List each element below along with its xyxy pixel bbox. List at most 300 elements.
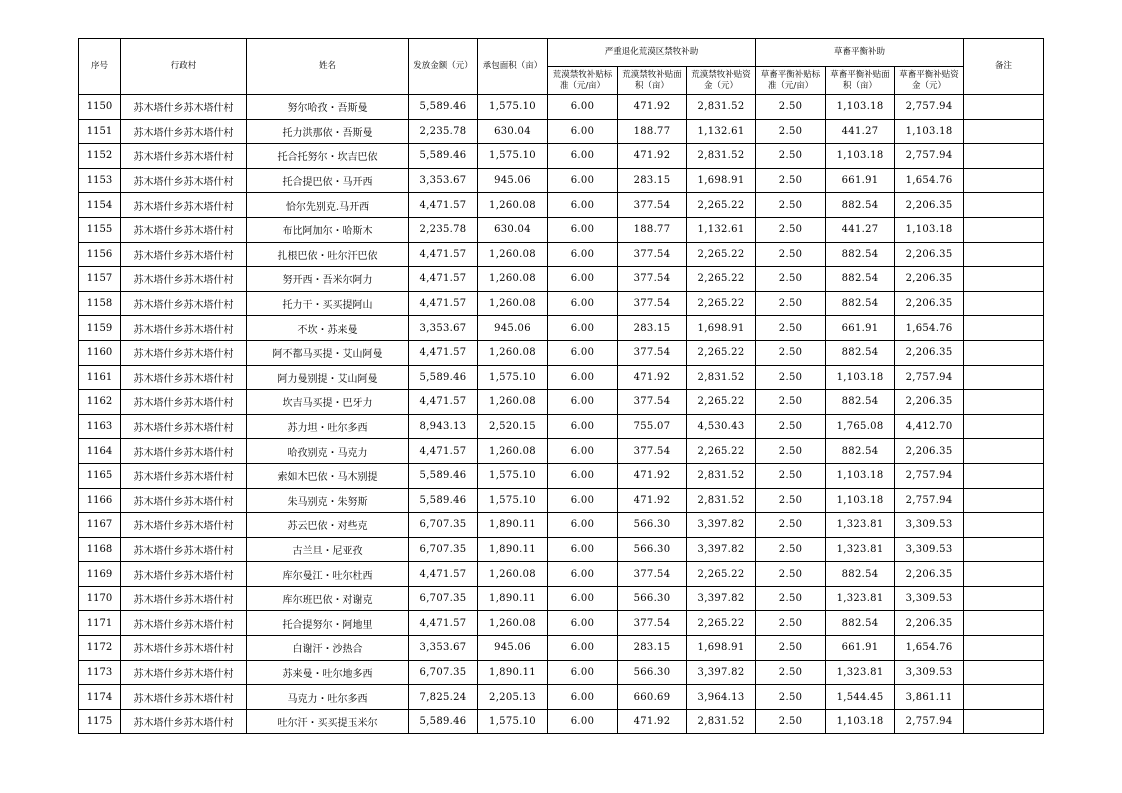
seq-cell: 1155 [79, 217, 121, 242]
seq-cell: 1160 [79, 340, 121, 365]
desert-standard-cell: 6.00 [548, 463, 618, 488]
village-cell: 苏木塔什乡苏木塔什村 [121, 193, 247, 218]
village-cell: 苏木塔什乡苏木塔什村 [121, 439, 247, 464]
header-balance-standard: 草畜平衡补贴标准（元/亩） [756, 67, 826, 95]
name-cell: 马克力・吐尔多西 [247, 685, 409, 710]
desert-money-cell: 2,831.52 [687, 365, 756, 390]
table-body [79, 95, 1044, 734]
desert-area-cell: 660.69 [618, 685, 687, 710]
desert-money-cell: 2,265.22 [687, 267, 756, 292]
seq-cell: 1156 [79, 242, 121, 267]
balance-money-cell: 3,309.53 [895, 660, 964, 685]
desert-money-cell: 1,132.61 [687, 119, 756, 144]
seq-cell: 1163 [79, 414, 121, 439]
area-cell: 1,890.11 [478, 660, 548, 685]
table-row [79, 193, 1044, 218]
balance-money-cell: 3,309.53 [895, 513, 964, 538]
amount-cell: 3,353.67 [409, 168, 478, 193]
balance-area-cell: 882.54 [826, 562, 895, 587]
seq-cell: 1170 [79, 586, 121, 611]
balance-area-cell: 882.54 [826, 390, 895, 415]
table-row [79, 488, 1044, 513]
balance-area-cell: 1,323.81 [826, 586, 895, 611]
seq-cell: 1168 [79, 537, 121, 562]
name-cell: 扎根巴依・吐尔汗巴依 [247, 242, 409, 267]
desert-money-cell: 2,265.22 [687, 562, 756, 587]
amount-cell: 4,471.57 [409, 291, 478, 316]
balance-standard-cell: 2.50 [756, 390, 826, 415]
table-row [79, 709, 1044, 734]
name-cell: 库尔班巴依・对谢克 [247, 586, 409, 611]
balance-area-cell: 661.91 [826, 168, 895, 193]
desert-standard-cell: 6.00 [548, 611, 618, 636]
village-cell: 苏木塔什乡苏木塔什村 [121, 488, 247, 513]
balance-money-cell: 1,103.18 [895, 119, 964, 144]
balance-standard-cell: 2.50 [756, 685, 826, 710]
balance-standard-cell: 2.50 [756, 291, 826, 316]
desert-area-cell: 377.54 [618, 291, 687, 316]
amount-cell: 6,707.35 [409, 660, 478, 685]
amount-cell: 4,471.57 [409, 267, 478, 292]
desert-money-cell: 3,397.82 [687, 537, 756, 562]
header-area: 承包面积（亩） [478, 39, 548, 95]
balance-standard-cell: 2.50 [756, 439, 826, 464]
village-cell: 苏木塔什乡苏木塔什村 [121, 636, 247, 661]
balance-area-cell: 1,103.18 [826, 365, 895, 390]
desert-money-cell: 3,964.13 [687, 685, 756, 710]
village-cell: 苏木塔什乡苏木塔什村 [121, 685, 247, 710]
balance-money-cell: 2,206.35 [895, 193, 964, 218]
desert-standard-cell: 6.00 [548, 709, 618, 734]
desert-money-cell: 3,397.82 [687, 513, 756, 538]
desert-standard-cell: 6.00 [548, 365, 618, 390]
desert-standard-cell: 6.00 [548, 340, 618, 365]
area-cell: 1,575.10 [478, 463, 548, 488]
seq-cell: 1171 [79, 611, 121, 636]
balance-area-cell: 1,544.45 [826, 685, 895, 710]
desert-area-cell: 471.92 [618, 365, 687, 390]
remark-cell [964, 611, 1044, 636]
desert-standard-cell: 6.00 [548, 513, 618, 538]
desert-area-cell: 377.54 [618, 340, 687, 365]
remark-cell [964, 537, 1044, 562]
village-cell: 苏木塔什乡苏木塔什村 [121, 316, 247, 341]
remark-cell [964, 291, 1044, 316]
village-cell: 苏木塔什乡苏木塔什村 [121, 340, 247, 365]
village-cell: 苏木塔什乡苏木塔什村 [121, 95, 247, 120]
balance-area-cell: 882.54 [826, 291, 895, 316]
remark-cell [964, 636, 1044, 661]
balance-money-cell: 2,206.35 [895, 242, 964, 267]
desert-money-cell: 2,265.22 [687, 193, 756, 218]
balance-area-cell: 882.54 [826, 611, 895, 636]
table-row [79, 242, 1044, 267]
desert-standard-cell: 6.00 [548, 537, 618, 562]
village-cell: 苏木塔什乡苏木塔什村 [121, 291, 247, 316]
amount-cell: 2,235.78 [409, 119, 478, 144]
table-row [79, 463, 1044, 488]
desert-area-cell: 283.15 [618, 168, 687, 193]
balance-money-cell: 2,206.35 [895, 562, 964, 587]
remark-cell [964, 95, 1044, 120]
name-cell: 苏云巴依・对些克 [247, 513, 409, 538]
amount-cell: 4,471.57 [409, 193, 478, 218]
balance-area-cell: 1,323.81 [826, 537, 895, 562]
balance-area-cell: 882.54 [826, 193, 895, 218]
seq-cell: 1152 [79, 144, 121, 169]
seq-cell: 1150 [79, 95, 121, 120]
seq-cell: 1162 [79, 390, 121, 415]
desert-area-cell: 471.92 [618, 488, 687, 513]
village-cell: 苏木塔什乡苏木塔什村 [121, 217, 247, 242]
amount-cell: 3,353.67 [409, 316, 478, 341]
desert-standard-cell: 6.00 [548, 685, 618, 710]
remark-cell [964, 267, 1044, 292]
desert-area-cell: 566.30 [618, 513, 687, 538]
area-cell: 2,205.13 [478, 685, 548, 710]
balance-standard-cell: 2.50 [756, 119, 826, 144]
amount-cell: 5,589.46 [409, 463, 478, 488]
amount-cell: 6,707.35 [409, 537, 478, 562]
balance-area-cell: 661.91 [826, 636, 895, 661]
balance-money-cell: 2,206.35 [895, 390, 964, 415]
table-row [79, 267, 1044, 292]
area-cell: 1,260.08 [478, 267, 548, 292]
balance-standard-cell: 2.50 [756, 340, 826, 365]
village-cell: 苏木塔什乡苏木塔什村 [121, 562, 247, 587]
desert-standard-cell: 6.00 [548, 267, 618, 292]
balance-money-cell: 1,103.18 [895, 217, 964, 242]
amount-cell: 4,471.57 [409, 439, 478, 464]
name-cell: 托合提努尔・阿地里 [247, 611, 409, 636]
balance-standard-cell: 2.50 [756, 463, 826, 488]
table-row [79, 144, 1044, 169]
balance-area-cell: 661.91 [826, 316, 895, 341]
area-cell: 1,260.08 [478, 611, 548, 636]
desert-area-cell: 377.54 [618, 562, 687, 587]
area-cell: 1,575.10 [478, 95, 548, 120]
area-cell: 1,260.08 [478, 439, 548, 464]
name-cell: 努开西・吾米尔阿力 [247, 267, 409, 292]
desert-money-cell: 1,698.91 [687, 168, 756, 193]
desert-standard-cell: 6.00 [548, 316, 618, 341]
desert-area-cell: 283.15 [618, 636, 687, 661]
amount-cell: 5,589.46 [409, 95, 478, 120]
balance-standard-cell: 2.50 [756, 267, 826, 292]
desert-area-cell: 471.92 [618, 709, 687, 734]
desert-money-cell: 2,265.22 [687, 611, 756, 636]
desert-money-cell: 2,265.22 [687, 340, 756, 365]
balance-money-cell: 4,412.70 [895, 414, 964, 439]
table-row [79, 291, 1044, 316]
subsidy-table [78, 38, 1044, 734]
table-row [79, 414, 1044, 439]
name-cell: 托力干・买买提阿山 [247, 291, 409, 316]
name-cell: 布比阿加尔・哈斯木 [247, 217, 409, 242]
area-cell: 945.06 [478, 168, 548, 193]
desert-money-cell: 2,831.52 [687, 488, 756, 513]
area-cell: 945.06 [478, 316, 548, 341]
name-cell: 不坎・苏来曼 [247, 316, 409, 341]
desert-money-cell: 2,265.22 [687, 291, 756, 316]
remark-cell [964, 685, 1044, 710]
desert-money-cell: 1,132.61 [687, 217, 756, 242]
area-cell: 630.04 [478, 217, 548, 242]
table-row [79, 119, 1044, 144]
desert-money-cell: 2,265.22 [687, 242, 756, 267]
table-row [79, 217, 1044, 242]
remark-cell [964, 316, 1044, 341]
desert-standard-cell: 6.00 [548, 242, 618, 267]
balance-money-cell: 2,206.35 [895, 291, 964, 316]
village-cell: 苏木塔什乡苏木塔什村 [121, 611, 247, 636]
balance-standard-cell: 2.50 [756, 168, 826, 193]
balance-standard-cell: 2.50 [756, 660, 826, 685]
remark-cell [964, 340, 1044, 365]
village-cell: 苏木塔什乡苏木塔什村 [121, 463, 247, 488]
seq-cell: 1151 [79, 119, 121, 144]
balance-standard-cell: 2.50 [756, 365, 826, 390]
balance-money-cell: 2,757.94 [895, 365, 964, 390]
desert-money-cell: 2,265.22 [687, 439, 756, 464]
desert-money-cell: 4,530.43 [687, 414, 756, 439]
desert-area-cell: 188.77 [618, 217, 687, 242]
balance-standard-cell: 2.50 [756, 414, 826, 439]
area-cell: 630.04 [478, 119, 548, 144]
balance-standard-cell: 2.50 [756, 316, 826, 341]
balance-standard-cell: 2.50 [756, 217, 826, 242]
seq-cell: 1159 [79, 316, 121, 341]
remark-cell [964, 439, 1044, 464]
table-row [79, 439, 1044, 464]
balance-money-cell: 2,757.94 [895, 709, 964, 734]
name-cell: 托合提巴依・马开西 [247, 168, 409, 193]
remark-cell [964, 414, 1044, 439]
table-row [79, 537, 1044, 562]
village-cell: 苏木塔什乡苏木塔什村 [121, 119, 247, 144]
desert-standard-cell: 6.00 [548, 144, 618, 169]
name-cell: 吐尔汗・买买提玉米尔 [247, 709, 409, 734]
name-cell: 苏来曼・吐尔地多西 [247, 660, 409, 685]
village-cell: 苏木塔什乡苏木塔什村 [121, 513, 247, 538]
table-row [79, 95, 1044, 120]
desert-standard-cell: 6.00 [548, 168, 618, 193]
village-cell: 苏木塔什乡苏木塔什村 [121, 168, 247, 193]
desert-standard-cell: 6.00 [548, 586, 618, 611]
desert-area-cell: 755.07 [618, 414, 687, 439]
area-cell: 1,260.08 [478, 562, 548, 587]
remark-cell [964, 586, 1044, 611]
remark-cell [964, 488, 1044, 513]
header-desert-standard: 荒漠禁牧补贴标准（元/亩） [548, 67, 618, 95]
desert-standard-cell: 6.00 [548, 562, 618, 587]
header-amount: 发放金额（元） [409, 39, 478, 95]
balance-money-cell: 2,206.35 [895, 340, 964, 365]
seq-cell: 1164 [79, 439, 121, 464]
amount-cell: 4,471.57 [409, 242, 478, 267]
balance-area-cell: 1,103.18 [826, 95, 895, 120]
table-row [79, 636, 1044, 661]
table-row [79, 685, 1044, 710]
table-row [79, 316, 1044, 341]
area-cell: 945.06 [478, 636, 548, 661]
desert-money-cell: 3,397.82 [687, 586, 756, 611]
balance-area-cell: 882.54 [826, 267, 895, 292]
seq-cell: 1161 [79, 365, 121, 390]
village-cell: 苏木塔什乡苏木塔什村 [121, 242, 247, 267]
desert-area-cell: 566.30 [618, 537, 687, 562]
amount-cell: 4,471.57 [409, 340, 478, 365]
balance-standard-cell: 2.50 [756, 537, 826, 562]
table-row [79, 390, 1044, 415]
seq-cell: 1154 [79, 193, 121, 218]
header-desert-area: 荒漠禁牧补贴面积（亩） [618, 67, 687, 95]
balance-standard-cell: 2.50 [756, 611, 826, 636]
balance-area-cell: 1,103.18 [826, 709, 895, 734]
balance-standard-cell: 2.50 [756, 193, 826, 218]
name-cell: 阿不都马买提・艾山阿曼 [247, 340, 409, 365]
area-cell: 1,260.08 [478, 390, 548, 415]
balance-area-cell: 1,103.18 [826, 463, 895, 488]
name-cell: 努尔哈孜・吾斯曼 [247, 95, 409, 120]
balance-area-cell: 1,103.18 [826, 144, 895, 169]
amount-cell: 5,589.46 [409, 144, 478, 169]
balance-standard-cell: 2.50 [756, 586, 826, 611]
header-name: 姓名 [247, 39, 409, 95]
header-seq: 序号 [79, 39, 121, 95]
desert-money-cell: 2,831.52 [687, 95, 756, 120]
balance-area-cell: 882.54 [826, 340, 895, 365]
desert-standard-cell: 6.00 [548, 660, 618, 685]
table-row [79, 365, 1044, 390]
seq-cell: 1157 [79, 267, 121, 292]
balance-standard-cell: 2.50 [756, 488, 826, 513]
desert-standard-cell: 6.00 [548, 217, 618, 242]
desert-standard-cell: 6.00 [548, 414, 618, 439]
remark-cell [964, 365, 1044, 390]
desert-area-cell: 377.54 [618, 242, 687, 267]
desert-money-cell: 2,831.52 [687, 144, 756, 169]
area-cell: 1,890.11 [478, 586, 548, 611]
name-cell: 苏力坦・吐尔多西 [247, 414, 409, 439]
balance-area-cell: 1,323.81 [826, 660, 895, 685]
village-cell: 苏木塔什乡苏木塔什村 [121, 709, 247, 734]
balance-money-cell: 3,309.53 [895, 537, 964, 562]
balance-area-cell: 1,765.08 [826, 414, 895, 439]
seq-cell: 1172 [79, 636, 121, 661]
amount-cell: 3,353.67 [409, 636, 478, 661]
balance-standard-cell: 2.50 [756, 513, 826, 538]
balance-money-cell: 1,654.76 [895, 316, 964, 341]
name-cell: 坎吉马买提・巴牙力 [247, 390, 409, 415]
area-cell: 1,575.10 [478, 709, 548, 734]
village-cell: 苏木塔什乡苏木塔什村 [121, 414, 247, 439]
desert-money-cell: 1,698.91 [687, 316, 756, 341]
balance-money-cell: 2,206.35 [895, 611, 964, 636]
table-row [79, 340, 1044, 365]
seq-cell: 1175 [79, 709, 121, 734]
village-cell: 苏木塔什乡苏木塔什村 [121, 390, 247, 415]
header-remark: 备注 [964, 39, 1044, 95]
header-group-desert-grazing-ban: 严重退化荒漠区禁牧补助 [548, 39, 756, 67]
area-cell: 1,890.11 [478, 537, 548, 562]
seq-cell: 1169 [79, 562, 121, 587]
area-cell: 1,575.10 [478, 488, 548, 513]
desert-area-cell: 283.15 [618, 316, 687, 341]
desert-standard-cell: 6.00 [548, 95, 618, 120]
seq-cell: 1158 [79, 291, 121, 316]
name-cell: 哈孜别克・马克力 [247, 439, 409, 464]
desert-standard-cell: 6.00 [548, 390, 618, 415]
desert-money-cell: 2,831.52 [687, 709, 756, 734]
desert-area-cell: 566.30 [618, 586, 687, 611]
amount-cell: 5,589.46 [409, 709, 478, 734]
area-cell: 1,260.08 [478, 193, 548, 218]
area-cell: 1,890.11 [478, 513, 548, 538]
balance-standard-cell: 2.50 [756, 562, 826, 587]
area-cell: 1,260.08 [478, 340, 548, 365]
balance-money-cell: 2,206.35 [895, 439, 964, 464]
balance-money-cell: 3,861.11 [895, 685, 964, 710]
seq-cell: 1174 [79, 685, 121, 710]
desert-money-cell: 1,698.91 [687, 636, 756, 661]
header-group-grass-livestock-balance: 草畜平衡补助 [756, 39, 964, 67]
amount-cell: 5,589.46 [409, 488, 478, 513]
header-village: 行政村 [121, 39, 247, 95]
desert-standard-cell: 6.00 [548, 636, 618, 661]
seq-cell: 1167 [79, 513, 121, 538]
name-cell: 索如木巴依・马木别提 [247, 463, 409, 488]
balance-money-cell: 1,654.76 [895, 168, 964, 193]
amount-cell: 4,471.57 [409, 562, 478, 587]
desert-standard-cell: 6.00 [548, 119, 618, 144]
table-row [79, 513, 1044, 538]
balance-money-cell: 2,757.94 [895, 95, 964, 120]
village-cell: 苏木塔什乡苏木塔什村 [121, 365, 247, 390]
header-balance-money: 草畜平衡补贴资金（元） [895, 67, 964, 95]
name-cell: 库尔曼江・吐尔杜西 [247, 562, 409, 587]
remark-cell [964, 144, 1044, 169]
remark-cell [964, 390, 1044, 415]
seq-cell: 1173 [79, 660, 121, 685]
amount-cell: 5,589.46 [409, 365, 478, 390]
desert-standard-cell: 6.00 [548, 488, 618, 513]
village-cell: 苏木塔什乡苏木塔什村 [121, 660, 247, 685]
desert-area-cell: 377.54 [618, 439, 687, 464]
desert-area-cell: 377.54 [618, 611, 687, 636]
name-cell: 托合托努尔・坎吉巴依 [247, 144, 409, 169]
name-cell: 朱马别克・朱努斯 [247, 488, 409, 513]
amount-cell: 6,707.35 [409, 586, 478, 611]
seq-cell: 1165 [79, 463, 121, 488]
balance-area-cell: 1,103.18 [826, 488, 895, 513]
remark-cell [964, 242, 1044, 267]
desert-area-cell: 471.92 [618, 463, 687, 488]
desert-area-cell: 471.92 [618, 144, 687, 169]
balance-area-cell: 441.27 [826, 119, 895, 144]
balance-money-cell: 1,654.76 [895, 636, 964, 661]
remark-cell [964, 513, 1044, 538]
desert-area-cell: 566.30 [618, 660, 687, 685]
desert-area-cell: 188.77 [618, 119, 687, 144]
remark-cell [964, 463, 1044, 488]
desert-money-cell: 2,831.52 [687, 463, 756, 488]
table-row [79, 660, 1044, 685]
desert-standard-cell: 6.00 [548, 439, 618, 464]
remark-cell [964, 660, 1044, 685]
balance-area-cell: 882.54 [826, 242, 895, 267]
remark-cell [964, 562, 1044, 587]
